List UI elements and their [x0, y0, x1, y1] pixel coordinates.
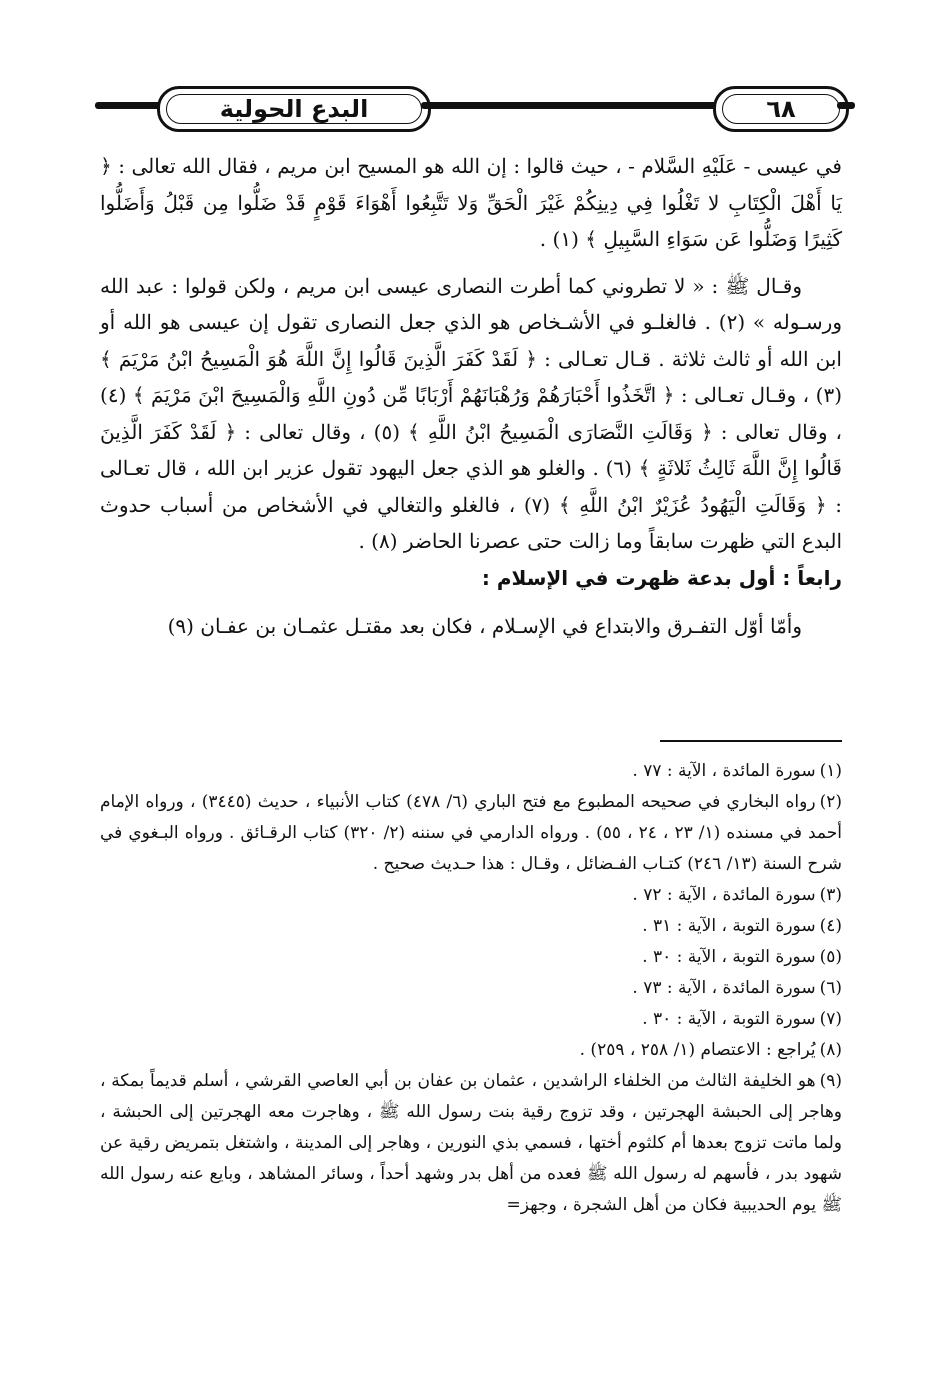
footnote-text: سورة المائدة ، الآية : ٧٢ .	[632, 885, 816, 905]
running-title: البدع الحولية	[219, 95, 369, 123]
footnote-text: سورة المائدة ، الآية : ٧٧ .	[632, 761, 816, 781]
main-text	[100, 148, 842, 645]
footnote-number: (٢)	[819, 792, 842, 812]
header-rule-middle	[421, 102, 721, 109]
footnote-number: (٦)	[819, 978, 842, 998]
footnote-number: (٩)	[819, 1071, 842, 1091]
footnote-6	[100, 973, 842, 1004]
footnote-number: (٤)	[819, 916, 842, 936]
footnote-number: (٣)	[819, 885, 842, 905]
footnote-separator	[660, 740, 842, 742]
footnote-text: سورة المائدة ، الآية : ٧٣ .	[632, 978, 816, 998]
page-header	[95, 80, 855, 132]
page-number: ٦٨	[766, 95, 796, 123]
footnote-number: (١)	[819, 761, 842, 781]
footnote-9	[100, 1066, 842, 1221]
page-number-cartouche	[713, 86, 849, 132]
paragraph-2: وقـال ﷺ : « لا تطروني كما أطرت النصارى عيسى ابن مريم ، ولكن قولوا : عبد الله ورسـوله » (٢) . فالغلـو في الأشـخاص هو الذي جعل النصارى تقول إن عيسى هو الله أو ابن الله أو ثالث ثلاثة . قـال تعـالى : ﴿ لَقَدْ كَفَرَ الَّذِينَ قَالُوا إِنَّ اللَّهَ هُوَ الْمَسِيحُ ابْنُ مَرْيَمَ ﴾ (٣) ، وقـال تعـالى : ﴿ اتَّخَذُوا أَحْبَارَهُمْ وَرُهْبَانَهُمْ أَرْبَابًا مِّن دُونِ اللَّهِ وَالْمَسِيحَ ابْنَ مَرْيَمَ ﴾ (٤) ، وقال تعالى : ﴿ وَقَالَتِ النَّصَارَى الْمَسِيحُ ابْنُ اللَّهِ ﴾ (٥) ، وقال تعالى : ﴿ لَقَدْ كَفَرَ الَّذِينَ قَالُوا إِنَّ اللَّهَ ثَالِثُ ثَلاثَةٍ ﴾ (٦) . والغلو هو الذي جعل اليهود تقول عزير ابن الله ، قال تعـالى : ﴿ وَقَالَتِ الْيَهُودُ عُزَيْرٌ ابْنُ اللَّهِ ﴾ (٧) ، فالغلو والتغالي في الأشخاص من أسباب حدوث البدع التي ظهرت سابقاً وما زالت حتى عصرنا الحاضر (٨) .	[100, 273, 843, 553]
footnote-text: يُراجع : الاعتصام (١/ ٢٥٨ ، ٢٥٩) .	[579, 1040, 816, 1060]
section-heading: رابعاً : أول بدعة ظهرت في الإسلام :	[481, 565, 842, 590]
header-rule-right	[837, 102, 855, 109]
footnote-1	[100, 756, 842, 787]
title-cartouche	[157, 86, 431, 132]
footnote-number: (٧)	[819, 1009, 842, 1029]
footnote-text: سورة التوبة ، الآية : ٣٠ .	[642, 1009, 816, 1029]
footnote-7	[100, 1004, 842, 1035]
footnote-text: سورة التوبة ، الآية : ٣٠ .	[642, 947, 816, 967]
footnote-text: هو الخليفة الثالث من الخلفاء الراشدين ، عثمان بن عفان بن أبي العاصي القرشي ، أسلم قديماً بمكة ، وهاجر إلى الحبشة الهجرتين ، وقد تزوج رقية بنت رسول الله ﷺ ، وهاجرت معه الهجرتين إلى الحبشة ، ولما ماتت تزوج بعدها أم كلثوم أختها ، فسمي بذي النورين ، وهاجر إلى المدينة ، واشتغل بتمريض رقية عن شهود بدر ، فأسهم له رسول الله ﷺ فعده من أهل بدر وشهد أحداً ، وسائر المشاهد ، وبايع عنه رسول الله ﷺ يوم الحديبية فكان من أهل الشجرة ، وجهز=	[100, 1071, 842, 1215]
footnote-4	[100, 911, 842, 942]
header-rule-left	[95, 102, 165, 109]
footnote-5	[100, 942, 842, 973]
paragraph-1: في عيسى - عَلَيْهِ السَّلام - ، حيث قالوا : إن الله هو المسيح ابن مريم ، فقال الله تعالى : ﴿ يَا أَهْلَ الْكِتَابِ لا تَغْلُوا فِي دِينِكُمْ غَيْرَ الْحَقِّ وَلا تَتَّبِعُوا أَهْوَاءَ قَوْمٍ قَدْ ضَلُّوا مِن قَبْلُ وَأَضَلُّوا كَثِيرًا وَضَلُّوا عَن سَوَاءِ السَّبِيلِ ﴾ (١) .	[100, 154, 842, 251]
footnote-3	[100, 880, 842, 911]
footnote-2	[100, 787, 842, 880]
footnotes	[100, 756, 842, 1221]
footnote-8	[100, 1035, 842, 1066]
footnote-text: سورة التوبة ، الآية : ٣١ .	[642, 916, 816, 936]
footnote-number: (٥)	[819, 947, 842, 967]
paragraph-3: وأمّا أوّل التفـرق والابتداع في الإسـلام ، فكان بعد مقتـل عثمـان بن عفـان (٩)	[167, 614, 802, 638]
footnote-text: رواه البخاري في صحيحه المطبوع مع فتح الباري (٦/ ٤٧٨) كتاب الأنبياء ، حديث (٣٤٤٥) ، ورواه الإمام أحمد في مسنده (١/ ٢٣ ، ٢٤ ، ٥٥) . ورواه الدارمي في سننه (٢/ ٣٢٠) كتاب الرقـائق . ورواه البـغوي في شرح السنة (١٣/ ٢٤٦) كتـاب الفـضائل ، وقـال : هذا حـديث صحيح .	[100, 792, 842, 874]
footnote-number: (٨)	[819, 1040, 842, 1060]
